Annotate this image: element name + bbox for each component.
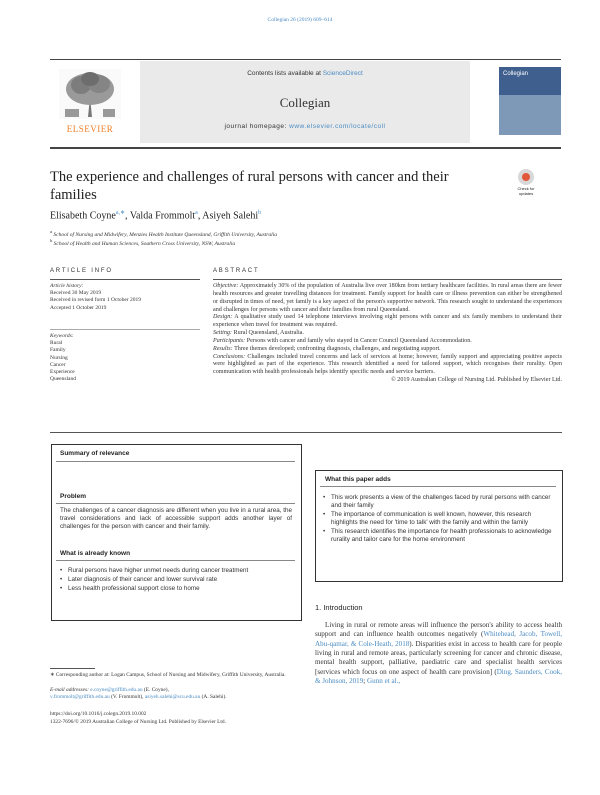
keyword: Cancer — [50, 361, 66, 368]
problem-rule — [56, 503, 295, 504]
adds-title-rule — [320, 486, 556, 487]
info-divider — [50, 329, 200, 330]
author-name: Valda Frommolt — [129, 210, 196, 222]
article-info-rule — [50, 279, 200, 280]
adds-list — [323, 494, 555, 545]
affiliation-text: School of Health and Human Sciences, Southern Cross University, NSW, Australia — [53, 240, 236, 247]
objective-label: Objective: — [213, 283, 239, 289]
email-link[interactable]: e.coyne@griffith.edu.au — [90, 687, 143, 693]
crossmark-label: Check for updates — [517, 186, 535, 196]
results-label: Results: — [213, 345, 233, 352]
author-affiliation-link[interactable]: a — [195, 210, 198, 216]
intro-text-run: Living in rural or remote areas will influence the person's ability to access health support and can influence health outcomes negatively ( — [315, 621, 562, 639]
problem-text: The challenges of a cancer diagnosis are different when you live in a rural area, the travel considerations and lack of accessible support adds another layer of challenges for the person with cancer and their family. — [60, 507, 292, 531]
summary-of-relevance-box — [51, 444, 302, 621]
list-item: • This research identifies the importance for health professionals to acknowledge rurality and tailor care for the home environment — [323, 528, 555, 544]
doi-link[interactable]: https://doi.org/10.1016/j.colegn.2019.10.002 — [50, 711, 147, 717]
corresponding-author-note: ∗ Corresponding author at: Logan Campus, School of Nursing and Midwifery, Griffith University, Australia. — [50, 672, 286, 678]
summary-title: Summary of relevance — [60, 450, 130, 457]
abstract-body — [213, 283, 562, 385]
objective-text: Approximately 30% of the population of Australia live over 180km from tertiary healthcare facilities. In rural areas there are fewer health resources and greater travelling distances for treatment. Family support for health care or illness prevention can either be strengthened or disrupted in times of need, yet family is a key aspect of the person's supportive network. This research sought to understand the experiences and challenges for persons with cancer and their families from rural Queensland. — [213, 283, 562, 313]
email-label: E-mail addresses: — [50, 687, 91, 693]
known-list — [60, 567, 292, 594]
email-link[interactable]: v.frommolt@griffith.edu.au — [50, 693, 110, 700]
affiliation-marker: b — [50, 238, 53, 243]
author-name: Elisabeth Coyne — [50, 210, 116, 222]
setting-text: Rural Queensland, Australia. — [233, 330, 304, 337]
homepage-link[interactable]: www.elsevier.com/locate/coll — [289, 123, 386, 130]
sciencedirect-link[interactable]: ScienceDirect — [322, 70, 363, 77]
intro-text-run: ). Disparities exist in access to health care for people living in rural and remote areas, particularly screening for cancer and chronic disease, mental health support, palliative, paediatric care and specialist health services [services which focus on one aspect of health care provision] ( — [315, 639, 562, 676]
affiliation-marker: a — [50, 229, 53, 234]
author-affiliation-link[interactable]: a,∗ — [115, 210, 126, 216]
intro-text-run: ; — [363, 677, 368, 686]
author-list: Elisabeth Coyne$^{a,∗}$, Valda Frommolt$^a$, Asiyeh Salehi$^b$ — [50, 210, 262, 222]
elsevier-tree-icon — [59, 69, 121, 119]
keyword: Experience — [50, 369, 75, 376]
list-item: • Later diagnosis of their cancer and lower survival rate — [60, 576, 292, 584]
affiliation — [50, 229, 277, 238]
history-item: Received in revised form 1 October 2019 — [50, 297, 142, 304]
results-text: Three themes developed; confronting diagnosis, challenges, and negotiating support. — [234, 345, 441, 352]
list-item: • The importance of communication is well known, however, this research highlights the need for 'time to talk' with the family and within the family — [323, 511, 555, 527]
author-affiliation-link[interactable]: b — [258, 210, 262, 216]
keyword: Queensland — [50, 376, 76, 383]
masthead-top-rule — [50, 59, 561, 60]
keyword: Rural — [50, 340, 63, 347]
article-history — [50, 283, 200, 312]
citation-link[interactable]: Whitehead, Jacob, Towell, Abu-qamar, & Cole-Heath, 2018 — [315, 630, 562, 648]
citation-link[interactable]: Ding, Saunders, Cook, & Johnson, 2019 — [315, 667, 563, 686]
cover-image — [499, 95, 561, 135]
abstract-bottom-rule — [50, 432, 562, 433]
publisher-name: ELSEVIER — [66, 124, 114, 134]
setting-label: Setting: — [213, 330, 232, 337]
contents-prefix: Contents lists available at — [247, 70, 323, 77]
participants-label: Participants: — [213, 337, 246, 344]
list-item: • Less health professional support close to home — [60, 585, 292, 593]
journal-cover-thumbnail — [499, 67, 561, 135]
design-label: Design: — [213, 314, 233, 321]
homepage-prefix: journal homepage: — [224, 123, 290, 130]
abstract-rule — [213, 279, 562, 280]
elsevier-logo — [51, 69, 129, 135]
participants-text: Persons with cancer and family who stayed in Cancer Council Queensland Accommodation. — [246, 337, 472, 344]
journal-masthead — [50, 61, 561, 143]
copyright: © 2019 Australian College of Nursing Ltd. Published by Elsevier Ltd. — [391, 377, 562, 384]
introduction-paragraph — [315, 621, 562, 686]
keyword: Family — [50, 347, 66, 354]
adds-title: What this paper adds — [325, 476, 391, 483]
history-item: Accepted 1 October 2019 — [50, 304, 107, 311]
keyword: Nursing — [50, 354, 68, 361]
footnote-rule — [50, 668, 95, 669]
contents-line — [140, 70, 470, 77]
history-label: Article history: — [50, 283, 84, 289]
conclusions-label: Conclusions: — [213, 353, 246, 360]
abstract-heading: ABSTRACT — [213, 268, 260, 274]
crossmark-icon — [518, 169, 534, 185]
email-owner: (V. Frommolt), — [109, 693, 145, 700]
keywords-label: Keywords: — [50, 333, 74, 339]
summary-title-rule — [56, 461, 295, 462]
list-item: • This work presents a view of the challenges faced by rural persons with cancer and their family — [323, 494, 555, 510]
section-heading-introduction: 1. Introduction — [315, 603, 363, 612]
masthead-bottom-rule — [50, 147, 561, 149]
known-heading: What is already known — [60, 550, 131, 557]
article-title: The experience and challenges of rural persons with cancer and their families — [50, 169, 449, 203]
cover-title: Collegian — [503, 71, 529, 77]
known-rule — [56, 560, 295, 561]
crossmark-button[interactable] — [511, 169, 541, 203]
journal-title: Collegian — [279, 95, 331, 110]
list-item: • Rural persons have higher unmet needs during cancer treatment — [60, 567, 292, 575]
author-name: Asiyeh Salehi — [202, 210, 259, 222]
email-owner: (E. Coyne), — [142, 687, 169, 693]
problem-heading: Problem — [60, 493, 87, 500]
conclusions-text: Challenges included travel concerns and lack of services at home; however, family support and appreciating positive aspects were highlighted as part of the experience. This research identified a need for tailored support, which recognises their rurality. Open communication with health professionals helps identify specific needs and service barriers. — [213, 353, 562, 376]
email-addresses — [50, 687, 295, 700]
masthead-center — [140, 61, 470, 143]
email-link[interactable]: asiyeh.salehi@scu.edu.au — [144, 693, 201, 700]
affiliation — [50, 238, 235, 247]
keywords — [50, 333, 200, 383]
journal-citation[interactable]: Collegian 26 (2019) 609–614 — [267, 17, 333, 23]
design-text: A qualitative study used 14 telephone interviews involving eight persons with cancer and six family members to understand their experience when travel for treatment was required. — [213, 314, 563, 329]
affiliation-text: School of Nursing and Midwifery, Menzies Health Institute Queensland, Griffith University, Australia — [53, 231, 277, 238]
history-item: Received 30 May 2019 — [50, 290, 102, 297]
email-owner: (A. Salehi). — [200, 693, 227, 700]
article-info-heading: ARTICLE INFO — [50, 268, 113, 274]
homepage-line — [140, 123, 470, 130]
citation-link[interactable]: Gunn et al., — [367, 677, 401, 686]
issn-line: 1322-7696/© 2019 Australian College of Nursing Ltd. Published by Elsevier Ltd. — [50, 719, 226, 725]
